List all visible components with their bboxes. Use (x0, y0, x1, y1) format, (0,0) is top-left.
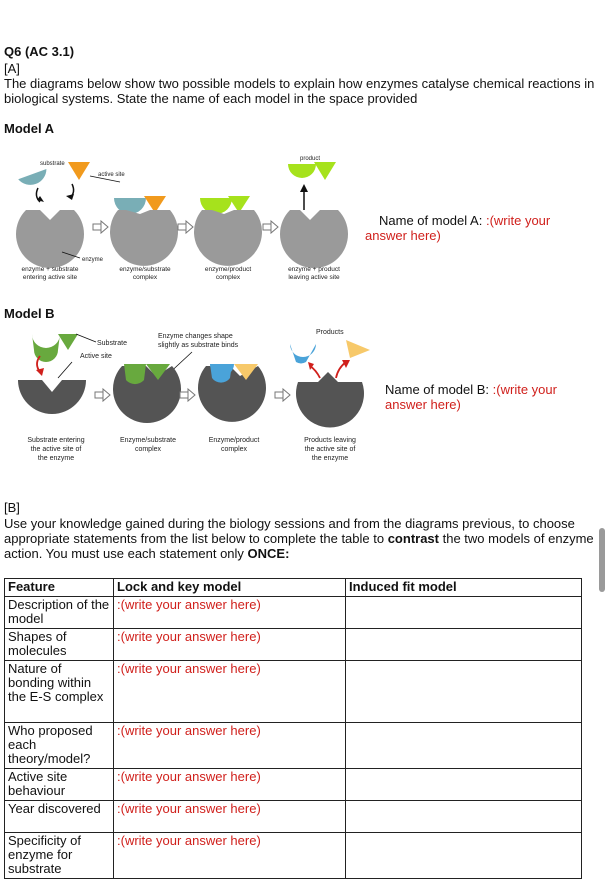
teal-substrate (18, 169, 50, 189)
lock-key-cell[interactable]: :(write your answer here) (114, 801, 346, 833)
model-a-answer-text: :(write your answer here) (365, 213, 551, 243)
model-b-diagram (0, 322, 380, 472)
active-site-label-b: Active site (80, 353, 112, 360)
svg-text:Products leaving: Products leaving (304, 437, 356, 444)
table-row (5, 661, 582, 723)
model-b-label: Model B (4, 306, 55, 321)
question-title: Q6 (AC 3.1) (4, 44, 75, 59)
lock-key-cell[interactable]: :(write your answer here) (114, 597, 346, 629)
lock-key-cell[interactable]: :(write your answer here) (114, 769, 346, 801)
lock-key-cell[interactable]: :(write your answer here) (114, 661, 346, 723)
lock-key-cell[interactable]: :(write your answer here) (114, 723, 346, 769)
table-header-row (5, 579, 582, 597)
header-induced-fit: Induced fit model (346, 579, 582, 597)
svg-text:Enzyme/substrate: Enzyme/substrate (119, 437, 177, 444)
feature-cell: Description of the model (5, 597, 114, 629)
induced-fit-cell[interactable] (346, 723, 582, 769)
enzyme-a3 (194, 210, 262, 266)
model-a-diagram (0, 140, 372, 300)
enzyme-b4 (296, 372, 364, 427)
model-a-step2 (110, 196, 178, 281)
induced-fit-cell[interactable] (346, 833, 582, 879)
question-intro: The diagrams below show two possible models to explain how enzymes catalyse chemical reactions in biological systems. State the name of each model in the space provided (4, 76, 595, 106)
svg-text:complex: complex (220, 446, 248, 453)
svg-text:enzyme + product: enzyme + product (288, 266, 340, 273)
svg-text:the active site of: the active site of (30, 446, 82, 453)
part-b-label: [B] (4, 500, 20, 515)
arrow-a3 (263, 221, 278, 233)
product-label: product (300, 156, 321, 162)
comparison-table (4, 578, 582, 879)
induced-fit-cell[interactable] (346, 769, 582, 801)
feature-cell: Who proposed each theory/model? (5, 723, 114, 769)
feature-cell: Shapes of molecules (5, 629, 114, 661)
products-label: Products (316, 329, 344, 336)
arrow-b2 (180, 389, 195, 401)
arrow-b1 (95, 389, 110, 401)
induced-fit-cell[interactable] (346, 597, 582, 629)
induced-fit-cell[interactable] (346, 661, 582, 723)
substrate-label-b: Substrate (97, 340, 127, 347)
model-a-step1 (16, 161, 104, 281)
svg-text:Enzyme/product: Enzyme/product (208, 437, 260, 444)
feature-cell: Nature of bonding within the E-S complex (5, 661, 114, 723)
svg-text:Substrate entering: Substrate entering (27, 437, 85, 444)
svg-text:enzyme + substrate: enzyme + substrate (21, 266, 79, 273)
orange-substrate (68, 162, 90, 180)
svg-text:enzyme/product: enzyme/product (204, 266, 252, 273)
model-b-step4 (290, 329, 370, 462)
svg-text:the enzyme: the enzyme (311, 455, 349, 462)
substrate-label: substrate (40, 161, 65, 167)
table-row (5, 723, 582, 769)
active-site-label: active site (98, 172, 125, 178)
enzyme-b1 (18, 380, 86, 414)
table-row (5, 801, 582, 833)
header-feature: Feature (5, 579, 114, 597)
part-a-label: [A] (4, 61, 20, 76)
induced-fit-cell[interactable] (346, 629, 582, 661)
enzyme-a2 (110, 210, 178, 266)
model-a-step3 (194, 196, 262, 281)
enzyme-a4 (280, 210, 348, 268)
model-a-label: Model A (4, 121, 55, 136)
svg-text:Enzyme changes shape: Enzyme changes shape (158, 333, 233, 340)
svg-text:leaving active site: leaving active site (288, 274, 340, 281)
table-row (5, 597, 582, 629)
svg-text:entering active site: entering active site (22, 274, 78, 281)
model-a-step4 (280, 156, 348, 281)
feature-cell: Active site behaviour (5, 769, 114, 801)
model-a-answer[interactable]: Name of model A: :(write your answer here) (365, 213, 551, 243)
svg-text:slightly as substrate binds: slightly as substrate binds (158, 342, 239, 349)
feature-cell: Year discovered (5, 801, 114, 833)
table-row (5, 833, 582, 879)
part-b-task: Use your knowledge gained during the biology sessions and from the diagrams previous, to choose appropriate statements from the list below to complete the table to contrast the two models of enzyme action. You must use each statement only ONCE: (4, 516, 594, 561)
svg-text:complex: complex (132, 274, 158, 281)
lock-key-cell[interactable]: :(write your answer here) (114, 833, 346, 879)
arrow-a2 (178, 221, 193, 233)
svg-text:complex: complex (215, 274, 241, 281)
model-b-answer[interactable]: Name of model B: :(write your answer here) (385, 382, 557, 412)
enzyme-a1 (16, 210, 84, 268)
enzyme-label: enzyme (82, 257, 104, 263)
scrollbar[interactable] (599, 528, 605, 592)
table-row (5, 629, 582, 661)
arrow-b3 (275, 389, 290, 401)
model-b-step1 (18, 334, 127, 462)
model-b-answer-text: :(write your answer here) (385, 382, 557, 412)
model-b-step3 (198, 364, 266, 453)
lock-key-cell[interactable]: :(write your answer here) (114, 629, 346, 661)
arrow-a1 (93, 221, 108, 233)
enzyme-b3 (198, 366, 266, 422)
header-lock-key: Lock and key model (114, 579, 346, 597)
svg-text:the enzyme: the enzyme (37, 455, 75, 462)
svg-text:enzyme/substrate: enzyme/substrate (119, 266, 171, 273)
table-row (5, 769, 582, 801)
enzyme-b2 (113, 366, 181, 423)
svg-text:the active site of: the active site of (304, 446, 356, 453)
induced-fit-cell[interactable] (346, 801, 582, 833)
svg-text:complex: complex (134, 446, 162, 453)
feature-cell: Specificity of enzyme for substrate (5, 833, 114, 879)
